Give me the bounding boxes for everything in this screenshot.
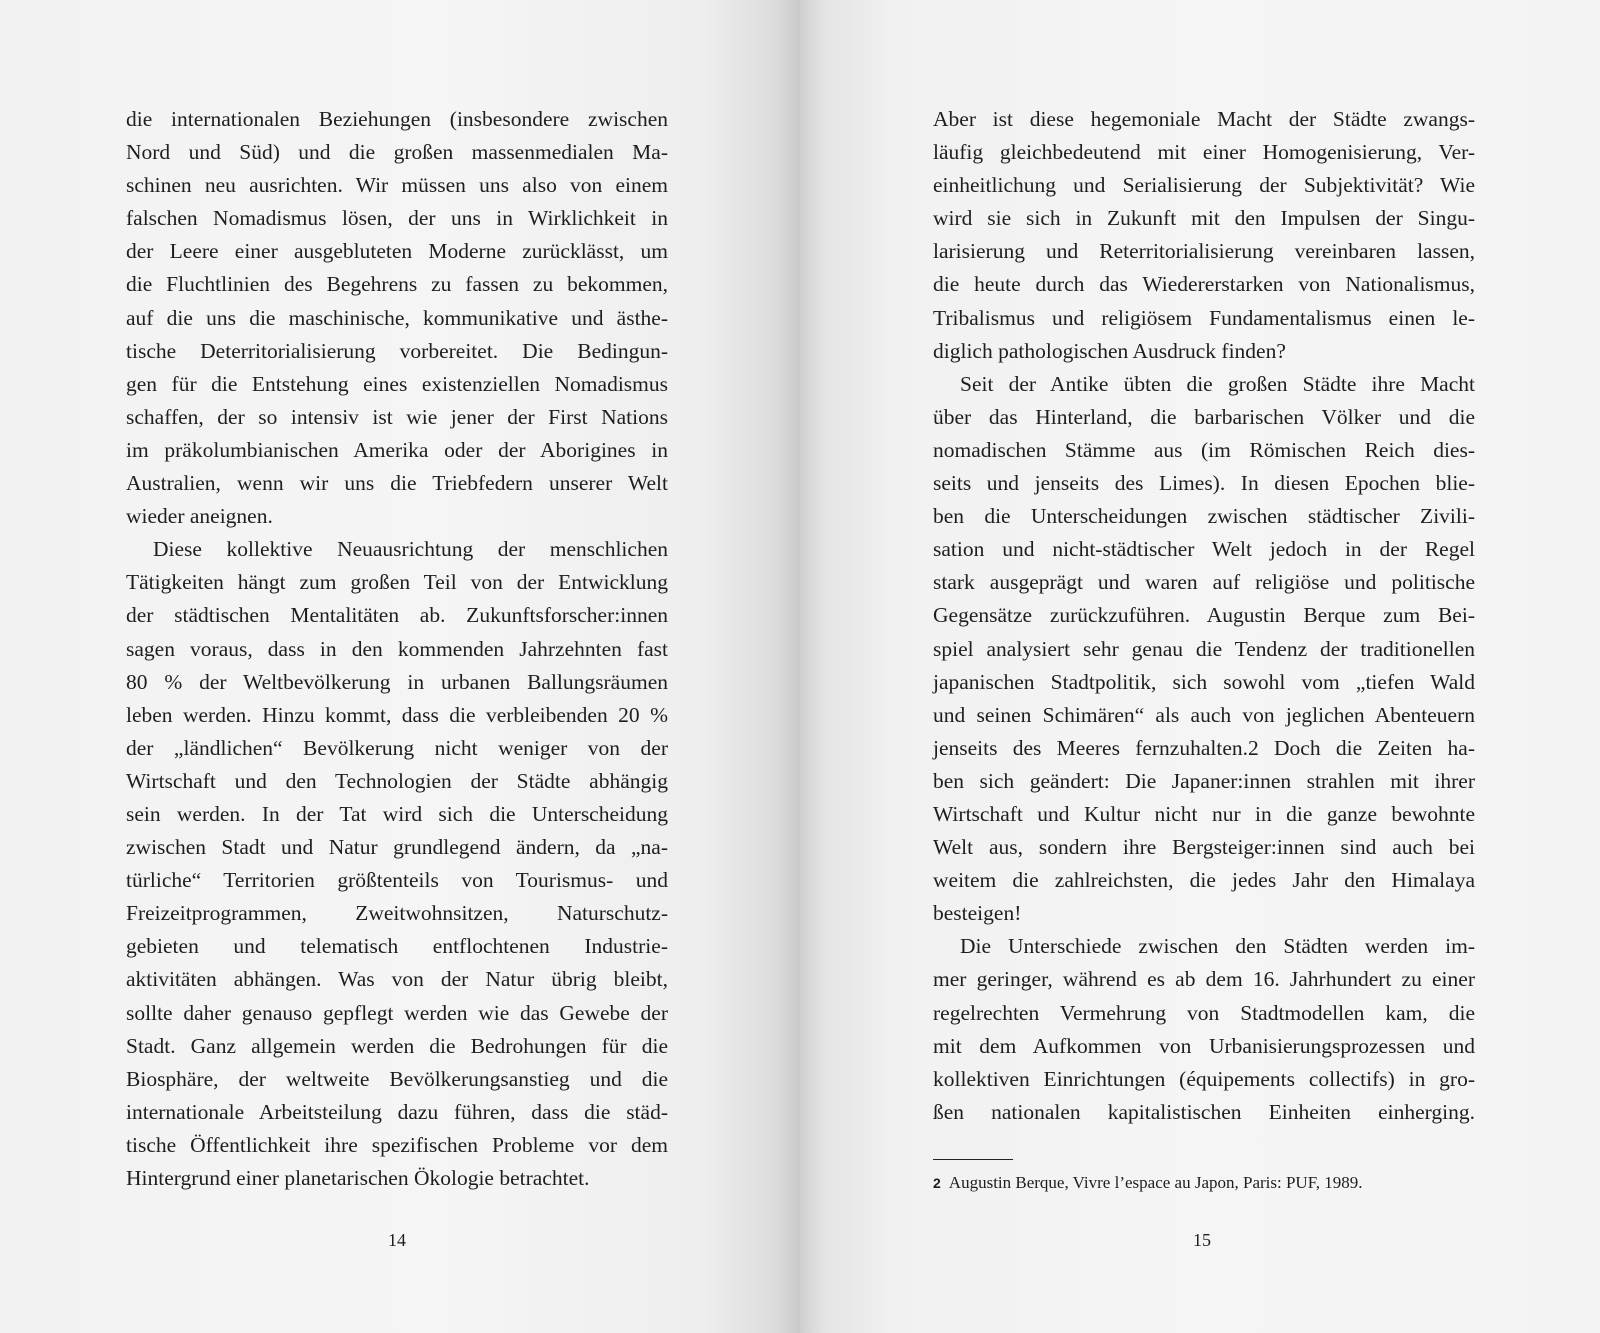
text-line: larisierung und Reterritorialisierung vereinbaren lassen, bbox=[933, 239, 1475, 264]
text-line: Welt aus, sondern ihre Bergsteiger:innen sind auch bei bbox=[933, 835, 1475, 860]
text-line: der „ländlichen“ Bevölkerung nicht weniger von der bbox=[126, 735, 668, 760]
text-line: Aber ist diese hegemoniale Macht der Städte zwangs- bbox=[933, 107, 1475, 131]
footnote-text: Augustin Berque, Vivre l’espace au Japon, Paris: PUF, 1989. bbox=[948, 1173, 1363, 1192]
text-line: sein werden. In der Tat wird sich die Unterscheidung bbox=[126, 801, 668, 826]
right-page bbox=[800, 0, 1600, 1333]
right-page-text bbox=[933, 103, 1475, 1129]
page-number-left: 14 bbox=[388, 1230, 406, 1250]
text-line: 80 % der Weltbevölkerung in urbanen Ballungsräumen bbox=[126, 669, 668, 694]
text-line: besteigen! bbox=[933, 901, 1022, 926]
text-line: regelrechten Vermehrung von Stadtmodellen kam, die bbox=[933, 1000, 1475, 1025]
text-line: Seit der Antike übten die großen Städte ihre Macht bbox=[960, 371, 1475, 396]
text-line: Gegensätze zurückzuführen. Augustin Berque zum Bei- bbox=[933, 603, 1475, 628]
text-line: kollektiven Einrichtungen (équipements collectifs) in gro- bbox=[933, 1066, 1475, 1091]
text-line: Tätigkeiten hängt zum großen Teil von der Entwicklung bbox=[126, 570, 668, 595]
text-line: über das Hinterland, die barbarischen Völker und die bbox=[933, 404, 1475, 429]
text-line: zwischen Stadt und Natur grundlegend ändern, da „na- bbox=[126, 835, 668, 860]
text-line: die Fluchtlinien des Begehrens zu fassen zu bekommen, bbox=[126, 272, 668, 297]
text-line: internationale Arbeitsteilung dazu führen, dass die städ- bbox=[126, 1099, 668, 1124]
text-line: Nord und Süd) und die großen massenmedialen Ma- bbox=[126, 140, 668, 165]
text-line: japanischen Stadtpolitik, sich sowohl vom „tiefen Wald bbox=[933, 669, 1475, 694]
text-line: mer geringer, während es ab dem 16. Jahrhundert zu einer bbox=[933, 967, 1475, 992]
text-line: Stadt. Ganz allgemein werden die Bedrohungen für die bbox=[126, 1033, 668, 1058]
text-line: der städtischen Mentalitäten ab. Zukunftsforscher:innen bbox=[126, 603, 668, 628]
text-line: und seinen Schimären“ als auch von jeglichen Abenteuern bbox=[933, 702, 1475, 727]
text-line: ßen nationalen kapitalistischen Einheiten einherging. bbox=[933, 1099, 1475, 1124]
text-line: im präkolumbianischen Amerika oder der Aborigines in bbox=[126, 437, 668, 462]
footnote bbox=[933, 1172, 1363, 1194]
text-line: leben werden. Hinzu kommt, dass die verbleibenden 20 % bbox=[126, 702, 668, 727]
text-line: jenseits des Meeres fernzuhalten.2 Doch die Zeiten ha- bbox=[933, 735, 1475, 760]
text-line: weitem die zahlreichsten, die jedes Jahr den Himalaya bbox=[933, 868, 1475, 893]
text-line: sagen voraus, dass in den kommenden Jahrzehnten fast bbox=[126, 636, 668, 661]
text-line: Wirtschaft und Kultur nicht nur in die ganze bewohnte bbox=[933, 801, 1475, 826]
text-line: der Leere einer ausgebluteten Moderne zurücklässt, um bbox=[126, 239, 668, 264]
text-line: läufig gleichbedeutend mit einer Homogenisierung, Ver- bbox=[933, 140, 1475, 165]
text-line: sation und nicht-städtischer Welt jedoch in der Regel bbox=[933, 537, 1475, 562]
footnote-rule bbox=[933, 1159, 1013, 1160]
text-line: schaffen, der so intensiv ist wie jener der First Nations bbox=[126, 404, 668, 429]
text-line: mit dem Aufkommen von Urbanisierungsprozessen und bbox=[933, 1033, 1475, 1058]
text-line: Diese kollektive Neuausrichtung der menschlichen bbox=[153, 537, 668, 562]
text-line: aktivitäten abhängen. Was von der Natur übrig bleibt, bbox=[126, 967, 668, 992]
text-line: tische Öffentlichkeit ihre spezifischen Probleme vor dem bbox=[126, 1132, 668, 1157]
text-line: Die Unterschiede zwischen den Städten werden im- bbox=[960, 934, 1475, 959]
text-line: falschen Nomadismus lösen, der uns in Wirklichkeit in bbox=[126, 206, 668, 231]
text-line: schinen neu ausrichten. Wir müssen uns also von einem bbox=[126, 173, 668, 198]
text-line: nomadischen Stämme aus (im Römischen Reich dies- bbox=[933, 437, 1475, 462]
text-line: Wirtschaft und den Technologien der Städte abhängig bbox=[126, 768, 668, 793]
text-line: spiel analysiert sehr genau die Tendenz der traditionellen bbox=[933, 636, 1475, 661]
text-line: wieder aneignen. bbox=[126, 504, 273, 529]
text-line: die heute durch das Wiedererstarken von Nationalismus, bbox=[933, 272, 1475, 297]
text-line: gebieten und telematisch entflochtenen Industrie- bbox=[126, 934, 668, 959]
text-line: tische Deterritorialisierung vorbereitet. Die Bedingun- bbox=[126, 338, 668, 363]
text-line: diglich pathologischen Ausdruck finden? bbox=[933, 338, 1286, 363]
text-line: Tribalismus und religiösem Fundamentalismus einen le- bbox=[933, 305, 1475, 330]
text-line: ben sich geändert: Die Japaner:innen strahlen mit ihrer bbox=[933, 768, 1475, 793]
text-line: Biosphäre, der weltweite Bevölkerungsanstieg und die bbox=[126, 1066, 668, 1091]
text-line: Hintergrund einer planetarischen Ökologie betrachtet. bbox=[126, 1166, 590, 1190]
left-page-text bbox=[126, 103, 668, 1195]
text-line: türliche“ Territorien größtenteils von Tourismus- und bbox=[126, 868, 668, 893]
page-number-right: 15 bbox=[1193, 1230, 1211, 1250]
text-line: seits und jenseits des Limes). In diesen Epochen blie- bbox=[933, 471, 1475, 496]
text-line: auf die uns die maschinische, kommunikative und ästhe- bbox=[126, 305, 668, 330]
text-line: sollte daher genauso gepflegt werden wie das Gewebe der bbox=[126, 1000, 668, 1025]
text-line: stark ausgeprägt und waren auf religiöse und politische bbox=[933, 570, 1475, 595]
text-line: Freizeitprogrammen, Zweitwohnsitzen, Naturschutz- bbox=[126, 901, 668, 926]
text-line: die internationalen Beziehungen (insbesondere zwischen bbox=[126, 107, 668, 131]
text-line: ben die Unterscheidungen zwischen städtischer Zivili- bbox=[933, 504, 1475, 529]
text-line: einheitlichung und Serialisierung der Subjektivität? Wie bbox=[933, 173, 1475, 198]
footnote-number: 2 bbox=[933, 1175, 941, 1191]
text-line: Australien, wenn wir uns die Triebfedern unserer Welt bbox=[126, 471, 668, 496]
text-line: wird sie sich in Zukunft mit den Impulsen der Singu- bbox=[933, 206, 1475, 231]
text-line: gen für die Entstehung eines existenziellen Nomadismus bbox=[126, 371, 668, 396]
